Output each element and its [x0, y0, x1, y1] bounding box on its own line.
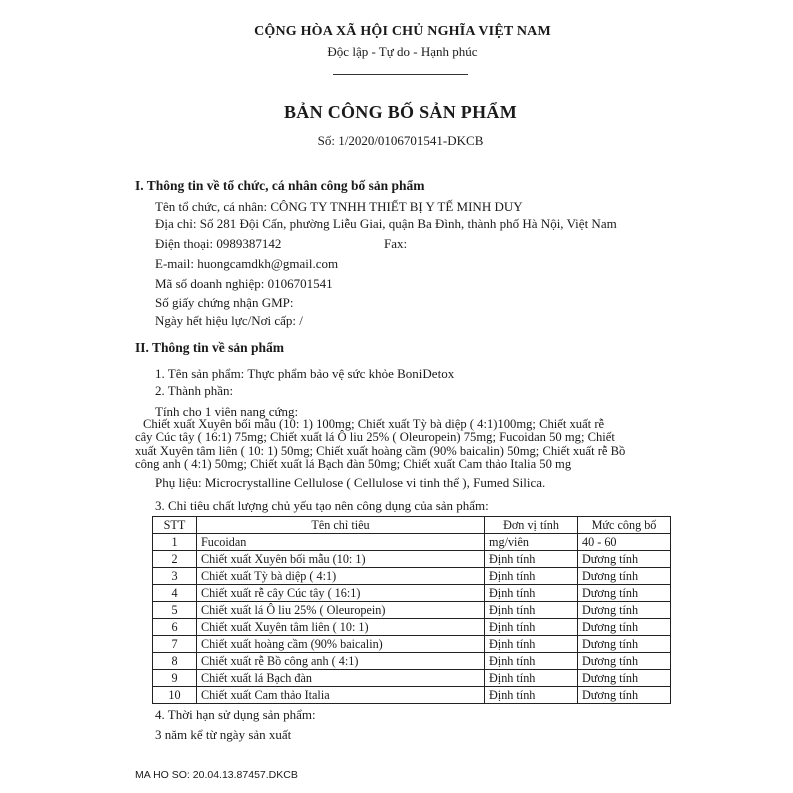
table-header-row: [153, 517, 671, 534]
org-email: E-mail: huongcamdkh@gmail.com: [155, 256, 339, 271]
per-capsule: Tính cho 1 viên nang cứng:: [155, 404, 299, 419]
quality-label: 3. Chỉ tiêu chất lượng chủ yếu tạo nên công dụng của sản phẩm:: [155, 498, 489, 513]
cell-level: Dương tính: [578, 670, 671, 687]
cell-stt: 1: [153, 534, 197, 551]
quality-table: [152, 516, 671, 704]
org-address: Địa chỉ: Số 281 Đội Cấn, phường Liễu Giai, quận Ba Đình, thành phố Hà Nội, Việt Nam: [155, 216, 617, 231]
composition-line: cây Cúc tây ( 16:1) 75mg; Chiết xuất lá Ô liu 25% ( Oleuropein) 75mg; Fucoidan 50 mg; Chiết: [135, 430, 615, 445]
section-1-heading: I. Thông tin về tổ chức, cá nhân công bố sản phẩm: [135, 178, 425, 193]
document-title: BẢN CÔNG BỐ SẢN PHẨM: [283, 102, 517, 122]
table-row: [153, 585, 671, 602]
cell-level: Dương tính: [578, 619, 671, 636]
cell-criteria: Chiết xuất Cam thảo Italia: [197, 687, 485, 704]
cell-unit: Định tính: [485, 568, 578, 585]
composition-label: 2. Thành phần:: [155, 383, 234, 398]
org-fax: Fax:: [384, 236, 408, 251]
product-name: 1. Tên sản phẩm: Thực phẩm bảo vệ sức khỏe BoniDetox: [155, 366, 455, 381]
composition-line: xuất Xuyên tâm liên ( 10: 1) 50mg; Chiết xuất hoàng cầm (90% baicalin) 50mg; Chiết xuất rễ Bồ: [135, 443, 626, 458]
document-number: Số: 1/2020/0106701541-DKCB: [317, 133, 484, 148]
cell-stt: 3: [153, 568, 197, 585]
cell-criteria: Chiết xuất hoàng cầm (90% baicalin): [197, 636, 485, 653]
cell-level: 40 - 60: [578, 534, 671, 551]
cell-criteria: Chiết xuất Tỳ bà diệp ( 4:1): [197, 568, 485, 585]
cell-unit: Định tính: [485, 602, 578, 619]
cell-unit: Định tính: [485, 653, 578, 670]
org-phone: Điện thoại: 0989387142: [155, 236, 282, 251]
cell-stt: 6: [153, 619, 197, 636]
cell-level: Dương tính: [578, 568, 671, 585]
national-title: CỘNG HÒA XÃ HỘI CHỦ NGHĨA VIỆT NAM: [254, 24, 551, 39]
cell-criteria: Chiết xuất rễ cây Cúc tây ( 16:1): [197, 585, 485, 602]
cell-stt: 9: [153, 670, 197, 687]
header-criteria: Tên chỉ tiêu: [197, 517, 485, 534]
cell-level: Dương tính: [578, 687, 671, 704]
dossier-code: MA HO SO: 20.04.13.87457.DKCB: [135, 769, 298, 781]
table-row: [153, 568, 671, 585]
cell-stt: 10: [153, 687, 197, 704]
table-row: [153, 619, 671, 636]
composition-line: công anh ( 4:1) 50mg; Chiết xuất lá Bạch đàn 50mg; Chiết xuất Cam thảo Italia 50 mg: [135, 457, 572, 472]
national-motto: Độc lập - Tự do - Hạnh phúc: [327, 44, 478, 59]
header-level: Mức công bố: [578, 517, 671, 534]
header-stt: STT: [153, 517, 197, 534]
header-unit: Đơn vị tính: [485, 517, 578, 534]
cell-unit: Định tính: [485, 619, 578, 636]
cell-criteria: Chiết xuất lá Bạch đàn: [197, 670, 485, 687]
org-name: Tên tổ chức, cá nhân: CÔNG TY TNHH THIẾT BỊ Y TẾ MINH DUY: [155, 199, 523, 214]
org-expiry: Ngày hết hiệu lực/Nơi cấp: /: [155, 313, 303, 328]
cell-stt: 5: [153, 602, 197, 619]
cell-level: Dương tính: [578, 551, 671, 568]
cell-unit: Định tính: [485, 687, 578, 704]
composition-line: Chiết xuất Xuyên bối mẫu (10: 1) 100mg; Chiết xuất Tỳ bà diệp ( 4:1)100mg; Chiết xuất rễ: [143, 417, 605, 431]
table-row: [153, 534, 671, 551]
cell-stt: 8: [153, 653, 197, 670]
shelf-life-value: 3 năm kể từ ngày sản xuất: [155, 727, 292, 742]
cell-unit: Định tính: [485, 636, 578, 653]
cell-stt: 4: [153, 585, 197, 602]
cell-level: Dương tính: [578, 585, 671, 602]
cell-unit: Định tính: [485, 670, 578, 687]
org-tax-code: Mã số doanh nghiệp: 0106701541: [155, 276, 333, 291]
table-row: [153, 653, 671, 670]
cell-unit: Định tính: [485, 551, 578, 568]
excipients: Phụ liệu: Microcrystalline Cellulose ( Cellulose vi tinh thể ), Fumed Silica.: [155, 475, 546, 490]
table-row: [153, 602, 671, 619]
table-row: [153, 551, 671, 568]
cell-stt: 2: [153, 551, 197, 568]
cell-unit: Định tính: [485, 585, 578, 602]
cell-criteria: Chiết xuất Xuyên bối mẫu (10: 1): [197, 551, 485, 568]
table-row: [153, 636, 671, 653]
composition-paragraph: [135, 418, 670, 472]
cell-criteria: Chiết xuất Xuyên tâm liên ( 10: 1): [197, 619, 485, 636]
table-row: [153, 687, 671, 704]
table-row: [153, 670, 671, 687]
section-2-heading: II. Thông tin về sản phẩm: [135, 340, 285, 355]
cell-stt: 7: [153, 636, 197, 653]
cell-criteria: Chiết xuất lá Ô liu 25% ( Oleuropein): [197, 602, 485, 619]
cell-level: Dương tính: [578, 636, 671, 653]
cell-level: Dương tính: [578, 602, 671, 619]
cell-criteria: Fucoidan: [197, 534, 485, 551]
cell-unit: mg/viên: [485, 534, 578, 551]
cell-criteria: Chiết xuất rễ Bồ công anh ( 4:1): [197, 653, 485, 670]
header-divider: [333, 74, 468, 75]
cell-level: Dương tính: [578, 653, 671, 670]
org-gmp: Số giấy chứng nhận GMP:: [155, 295, 294, 310]
shelf-life-label: 4. Thời hạn sử dụng sản phẩm:: [155, 707, 316, 722]
